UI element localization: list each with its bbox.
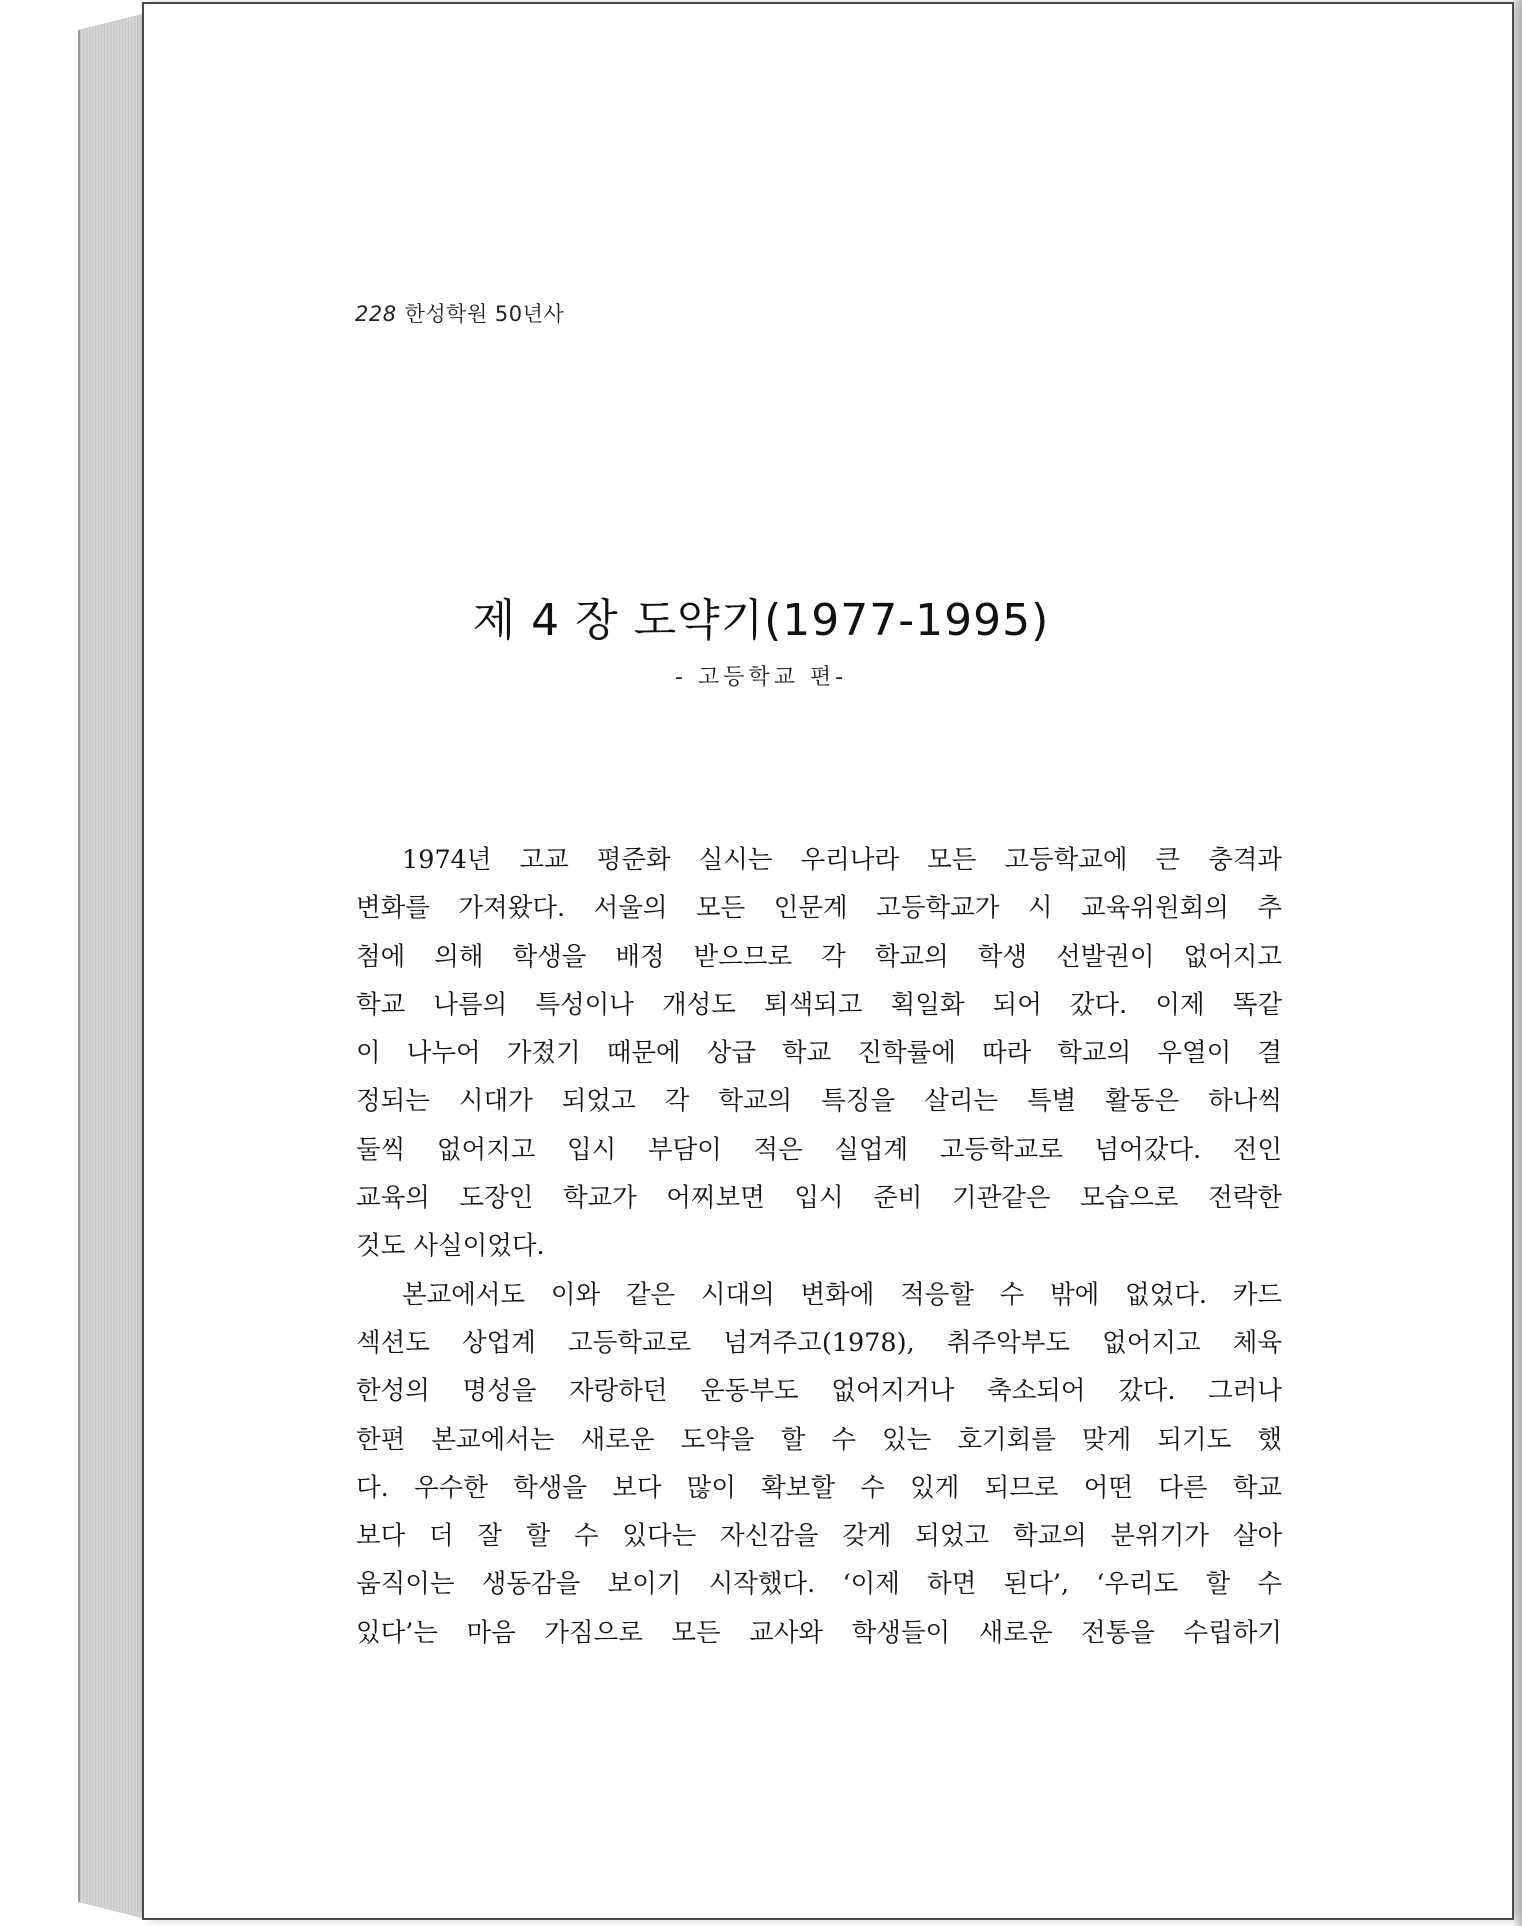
text-line: 보다 더 잘 할 수 있다는 자신감을 갖게 되었고 학교의 분위기가 살아 (356, 1521, 1282, 1552)
text-line: 변화를 가져왔다. 서울의 모든 인문계 고등학교가 시 교육위원회의 추 (356, 893, 1282, 924)
text-line: 한성의 명성을 자랑하던 운동부도 없어지거나 축소되어 갔다. 그러나 (356, 1376, 1282, 1407)
text-line: 둘씩 없어지고 입시 부담이 적은 실업계 고등학교로 넘어갔다. 전인 (356, 1134, 1282, 1165)
text-line: 있다’는 마음 가짐으로 모든 교사와 학생들이 새로운 전통을 수립하기 (356, 1617, 1282, 1648)
text-line: 본교에서도 이와 같은 시대의 변화에 적응할 수 밖에 없었다. 카드 (402, 1279, 1282, 1310)
text-line: 것도 사실이었다. (356, 1231, 545, 1262)
text-line: 교육의 도장인 학교가 어찌보면 입시 준비 기관같은 모습으로 전락한 (356, 1183, 1282, 1214)
text-line: 정되는 시대가 되었고 각 학교의 특징을 살리는 특별 활동은 하나씩 (356, 1086, 1282, 1117)
text-line: 학교 나름의 특성이나 개성도 퇴색되고 획일화 되어 갔다. 이제 똑같 (356, 989, 1282, 1020)
text-line: 다. 우수한 학생을 보다 많이 확보할 수 있게 되므로 어떤 다른 학교 (356, 1472, 1282, 1503)
text-line: 첨에 의해 학생을 배정 받으므로 각 학교의 학생 선발권이 없어지고 (356, 941, 1282, 972)
page-edge-stack (78, 12, 150, 1920)
text-line: 1974년 고교 평준화 실시는 우리나라 모든 고등학교에 큰 충격과 (402, 845, 1282, 875)
page-shadow (1512, 0, 1522, 1926)
chapter-subtitle: - 고등학교 편- (674, 665, 848, 690)
body-text (356, 836, 1282, 1657)
text-line: 섹션도 상업계 고등학교로 넘겨주고(1978), 취주악부도 없어지고 체육 (356, 1327, 1282, 1358)
running-head (355, 298, 564, 328)
chapter-title: 제 4 장 도약기(1977-1995) (472, 595, 1050, 646)
page-number: 228 (355, 302, 397, 326)
text-line: 이 나누어 가졌기 때문에 상급 학교 진학률에 따라 학교의 우열이 결 (356, 1038, 1282, 1069)
text-line: 움직이는 생동감을 보이기 시작했다. ‘이제 하면 된다’, ‘우리도 할 수 (356, 1569, 1282, 1600)
book-title: 한성학원 50년사 (404, 302, 565, 326)
text-line: 한편 본교에서는 새로운 도약을 할 수 있는 호기회를 맞게 되기도 했 (356, 1424, 1282, 1455)
